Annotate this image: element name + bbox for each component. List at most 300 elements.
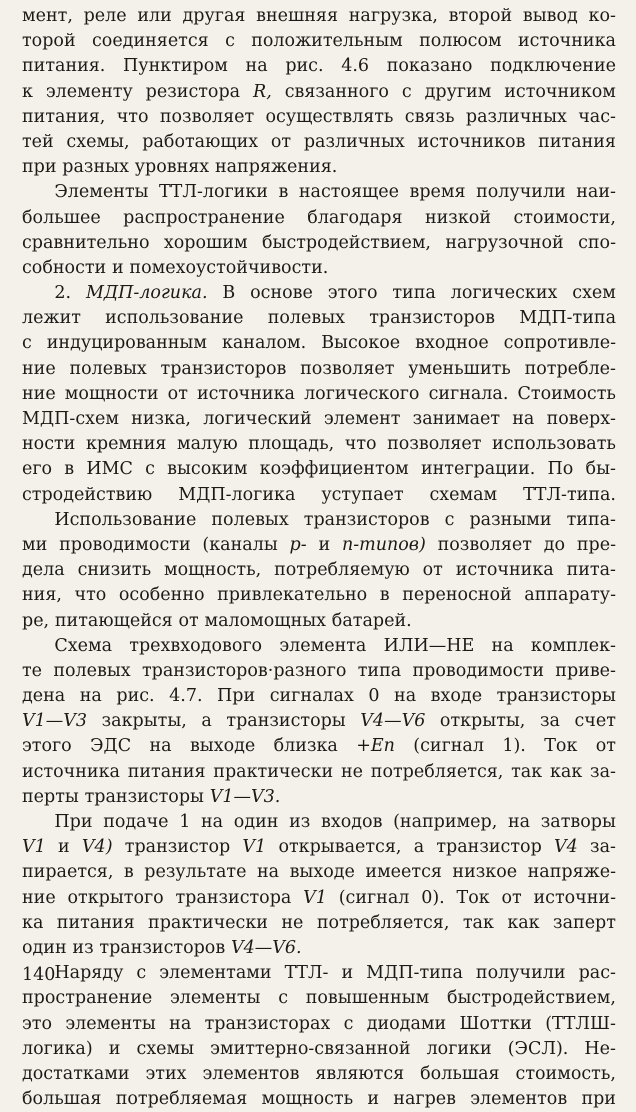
- word: Ток: [456, 887, 490, 908]
- word: ИМС: [86, 459, 133, 480]
- text-line: [22, 1037, 616, 1062]
- word: связь: [404, 106, 455, 127]
- word: с: [278, 988, 289, 1009]
- word: нагрев: [393, 1089, 456, 1110]
- word: источников: [417, 131, 526, 152]
- text-line: [22, 634, 616, 659]
- word: При: [217, 686, 256, 707]
- word: низкое: [452, 862, 518, 883]
- word: источни-: [533, 887, 616, 908]
- text-line: [22, 54, 616, 79]
- word: в: [278, 182, 289, 203]
- text-line: [22, 155, 616, 180]
- word: наи-: [576, 182, 616, 203]
- word: Ток: [544, 736, 578, 757]
- word: на: [507, 812, 531, 832]
- word: позволяет: [159, 106, 255, 127]
- text-line: [22, 483, 616, 508]
- word: входов: [321, 812, 383, 832]
- text-line: [22, 231, 616, 256]
- word: логики: [426, 1038, 492, 1059]
- word: хорошим: [163, 232, 248, 253]
- word: за-: [590, 837, 616, 858]
- text-line: [22, 407, 616, 432]
- word: (сигнал: [338, 887, 410, 908]
- word: p-: [289, 534, 307, 555]
- word: реле: [83, 6, 127, 26]
- word: с: [145, 459, 155, 480]
- book-page: [22, 4, 616, 1112]
- text-line: [22, 785, 616, 810]
- word: площадь,: [248, 434, 335, 455]
- word: По: [547, 459, 574, 480]
- text-line: [22, 357, 616, 382]
- word: что: [116, 106, 149, 127]
- word: в: [64, 459, 75, 480]
- word: типа: [357, 660, 402, 681]
- word: заперт: [553, 912, 616, 933]
- word: и: [318, 534, 331, 555]
- word: приве-: [555, 660, 616, 681]
- word: результате: [144, 862, 247, 883]
- word: разными: [469, 509, 552, 530]
- word: в: [123, 862, 134, 883]
- word: (ЭСЛ).: [507, 1038, 569, 1059]
- word: с: [22, 333, 32, 354]
- word: быстродействием,: [261, 232, 431, 253]
- word: как: [549, 761, 583, 782]
- word: большее: [22, 207, 101, 228]
- word: от: [422, 560, 443, 581]
- word: на: [149, 736, 172, 757]
- word: ре,: [22, 610, 50, 631]
- text-line: [22, 936, 616, 961]
- word: подаче: [103, 812, 169, 832]
- word: что: [344, 434, 377, 455]
- word: помехоустойчивости.: [129, 257, 329, 278]
- word: дела: [22, 560, 65, 581]
- word: 2.: [54, 283, 72, 304]
- word: ние: [22, 383, 56, 404]
- word: открыты,: [439, 711, 526, 732]
- word: малую: [177, 434, 238, 455]
- word: большая: [22, 1089, 102, 1110]
- word: При: [54, 812, 93, 832]
- word: комплек-: [530, 635, 616, 656]
- word: как: [507, 912, 540, 933]
- word: рис.: [285, 56, 324, 77]
- word: сигнала.: [428, 383, 509, 404]
- word: питания,: [22, 106, 106, 127]
- word: получили: [476, 182, 566, 203]
- word: позволяет: [437, 534, 532, 555]
- text-line: [22, 709, 616, 734]
- word: выходе: [189, 736, 256, 757]
- word: закрыты,: [101, 711, 187, 732]
- word: при: [22, 157, 57, 178]
- word: бы-: [585, 459, 616, 480]
- word: 1).: [502, 736, 526, 757]
- word: полевых: [69, 358, 147, 379]
- word: от: [270, 131, 292, 152]
- word: проводимости: [59, 534, 191, 555]
- word: транзистора: [175, 887, 292, 908]
- word: V4): [81, 837, 113, 858]
- word: элементы: [65, 1013, 156, 1034]
- word: от: [501, 887, 522, 908]
- word: Высокое: [321, 333, 401, 354]
- word: позволяет: [387, 434, 482, 455]
- text-line: [22, 281, 616, 306]
- word: и: [367, 1089, 380, 1110]
- word: основе: [250, 283, 313, 304]
- word: логического: [304, 383, 420, 404]
- word: уменьшить: [408, 358, 511, 379]
- word: ЭДС: [90, 736, 132, 757]
- text-line: [22, 180, 616, 205]
- word: потребле-: [524, 358, 616, 379]
- word: использовать: [492, 434, 616, 455]
- word: к: [22, 81, 33, 102]
- word: рас-: [578, 963, 616, 984]
- word: потребляется,: [316, 912, 450, 933]
- text-line: [22, 130, 616, 155]
- word: время: [409, 182, 466, 203]
- word: элементу: [45, 81, 133, 102]
- word: на: [394, 686, 417, 707]
- word: схемы: [136, 1038, 195, 1059]
- word: дена: [22, 686, 66, 707]
- word: поверх-: [546, 409, 616, 429]
- word: из: [289, 812, 311, 832]
- word: В: [222, 283, 236, 304]
- word: и: [111, 257, 124, 278]
- word: повышенным: [305, 988, 430, 1009]
- word: (каналы: [202, 534, 278, 555]
- word: достатками: [22, 1063, 130, 1084]
- word: сопротивле-: [503, 333, 616, 354]
- word: ности: [22, 434, 76, 455]
- word: элементами: [159, 963, 272, 984]
- word: 0: [368, 686, 380, 707]
- word: стоимости,: [513, 207, 616, 228]
- word: МДП-логика.: [85, 283, 208, 304]
- word: положительным: [251, 31, 403, 52]
- word: +Eп: [356, 736, 395, 757]
- word: каналом.: [221, 333, 307, 354]
- word: схем: [572, 283, 616, 304]
- word: транзистор: [436, 837, 542, 858]
- word: транзисторы: [496, 686, 616, 707]
- text-line: [22, 80, 616, 105]
- word: и: [341, 963, 354, 984]
- word: потребляемая: [115, 1089, 248, 1110]
- word: диодами: [366, 1013, 447, 1034]
- word: что: [74, 585, 107, 606]
- text-line: [22, 1087, 616, 1112]
- word: переносной: [402, 585, 512, 606]
- word: выходе: [289, 862, 355, 883]
- word: транзисторы: [226, 711, 346, 732]
- word: ми: [22, 534, 48, 555]
- word: маломощных: [204, 610, 327, 631]
- word: так: [462, 912, 494, 933]
- word: схемам: [429, 484, 498, 505]
- word: стродействию: [22, 484, 153, 505]
- word: за-: [590, 761, 616, 782]
- page-number: 140: [22, 965, 56, 985]
- word: (сигнал: [413, 736, 484, 757]
- word: его: [22, 459, 53, 480]
- word: эмиттерно-связанной: [210, 1038, 411, 1059]
- word: другая: [182, 6, 246, 26]
- word: а: [413, 837, 425, 858]
- word: ка: [22, 912, 44, 933]
- word: счет: [574, 711, 616, 732]
- word: индуцированным: [46, 333, 207, 354]
- word: получили: [475, 963, 566, 984]
- text-line: [22, 4, 616, 29]
- word: ния,: [22, 585, 62, 606]
- word: большая: [420, 1063, 500, 1084]
- word: на: [201, 812, 224, 832]
- word: (например,: [393, 812, 498, 832]
- word: V1—V3.: [209, 786, 281, 807]
- word: аппарату-: [524, 585, 616, 606]
- word: транзисторов: [160, 358, 287, 379]
- text-line: [22, 457, 616, 482]
- word: различных: [465, 106, 567, 127]
- word: потребляемую: [274, 560, 410, 581]
- word: от: [167, 383, 188, 404]
- word: этого: [22, 736, 72, 757]
- word: распространение: [123, 207, 285, 228]
- word: собности: [22, 257, 107, 278]
- word: это: [22, 1013, 53, 1034]
- word: особенно: [118, 585, 205, 606]
- text-line: [22, 382, 616, 407]
- word: разных: [62, 157, 129, 178]
- word: низкой: [424, 207, 491, 228]
- word: напряже-: [527, 862, 616, 883]
- word: транзисторы: [84, 786, 204, 807]
- text-line: [22, 105, 616, 130]
- word: V1—V3: [22, 711, 88, 732]
- text-line: [22, 1062, 616, 1087]
- word: час-: [578, 106, 616, 127]
- word: МДП-логика: [178, 484, 296, 505]
- word: ИЛИ—НЕ: [383, 635, 475, 656]
- word: до: [543, 534, 566, 555]
- word: полевых: [267, 308, 346, 329]
- word: уступает: [321, 484, 404, 505]
- word: транзисторах: [204, 1013, 331, 1034]
- word: из: [72, 937, 94, 958]
- word: МДП-схем: [22, 409, 119, 429]
- word: использование: [105, 308, 244, 329]
- word: источником: [504, 81, 616, 102]
- word: пирается,: [22, 862, 114, 883]
- text-line: [22, 835, 616, 860]
- word: на: [169, 1013, 192, 1034]
- word: торой: [22, 31, 76, 52]
- word: сравнительно: [22, 232, 150, 253]
- word: 4.6: [341, 56, 370, 77]
- word: МДП-типа: [366, 963, 463, 984]
- word: типа: [392, 283, 436, 304]
- word: мент,: [22, 6, 73, 26]
- word: один: [233, 812, 279, 832]
- word: типа-: [566, 509, 616, 530]
- word: потребляется,: [370, 761, 504, 782]
- text-line: [22, 734, 616, 759]
- text-line: [22, 609, 616, 634]
- word: 0).: [421, 887, 445, 908]
- word: 4.7.: [169, 686, 203, 707]
- word: логический: [203, 409, 312, 429]
- word: R,: [253, 81, 272, 102]
- text-line: [22, 508, 616, 533]
- word: являются: [315, 1063, 405, 1084]
- word: и: [58, 837, 70, 858]
- word: один: [22, 937, 67, 958]
- word: пре-: [576, 534, 616, 555]
- word: Пунктиром: [123, 56, 228, 77]
- word: второй: [448, 6, 513, 26]
- word: показано: [386, 56, 473, 77]
- word: батарей.: [331, 610, 412, 631]
- word: Использование: [54, 509, 197, 530]
- word: МДП-типа: [519, 308, 616, 329]
- word: нагрузка,: [348, 6, 438, 26]
- word: элементы: [169, 988, 261, 1009]
- word: питания: [56, 912, 135, 933]
- word: и: [108, 1038, 121, 1059]
- text-line: [22, 432, 616, 457]
- word: различных: [303, 131, 405, 152]
- word: пространение: [22, 988, 153, 1009]
- text-line: [22, 684, 616, 709]
- word: этих: [145, 1063, 187, 1084]
- word: с: [444, 509, 455, 530]
- word: близка: [273, 736, 338, 757]
- word: V4: [554, 837, 578, 858]
- word: перты: [22, 786, 79, 807]
- text-line: [22, 886, 616, 911]
- word: практически: [148, 912, 268, 933]
- word: 1: [179, 812, 191, 832]
- word: быстродействием,: [446, 988, 616, 1009]
- word: при: [581, 1089, 616, 1110]
- word: на: [79, 686, 102, 707]
- word: связанного: [284, 81, 389, 102]
- word: в: [379, 585, 390, 606]
- word: Схема: [54, 635, 113, 656]
- word: мощности: [64, 383, 159, 404]
- word: элемент: [323, 409, 401, 429]
- word: питания: [127, 761, 206, 782]
- word: с: [136, 963, 147, 984]
- text-line: [22, 860, 616, 885]
- word: V1: [303, 887, 327, 908]
- word: те: [22, 660, 43, 681]
- word: V4—V6: [360, 711, 426, 732]
- word: практически: [213, 761, 334, 782]
- word: ние: [22, 358, 56, 379]
- word: V4—V6.: [230, 937, 302, 958]
- word: с: [401, 81, 412, 102]
- word: источника: [197, 383, 295, 404]
- word: высоким: [167, 459, 248, 480]
- word: уровнях: [134, 157, 210, 178]
- text-line: [22, 1012, 616, 1037]
- text-line: [22, 558, 616, 583]
- word: источника: [22, 761, 120, 782]
- word: с: [343, 1013, 354, 1034]
- word: элементов: [470, 1089, 568, 1110]
- word: подключение: [490, 56, 616, 77]
- word: транзисторов: [369, 308, 496, 329]
- word: полевых: [53, 660, 131, 681]
- word: резистора: [145, 81, 241, 102]
- word: (ТТЛШ-: [545, 1013, 616, 1034]
- word: на: [245, 56, 268, 77]
- word: мощность,: [164, 560, 262, 581]
- text-line: [22, 331, 616, 356]
- word: другим: [424, 81, 492, 102]
- word: полевых: [211, 509, 289, 530]
- word: вывод: [522, 6, 578, 26]
- word: сигналах: [269, 686, 354, 707]
- word: открытого: [67, 887, 164, 908]
- word: нагрузочной: [445, 232, 564, 253]
- word: соединяется: [91, 31, 209, 52]
- word: лежит: [22, 308, 81, 329]
- word: занимает: [412, 409, 501, 429]
- word: логика): [22, 1038, 93, 1059]
- word: мощность: [261, 1089, 354, 1110]
- word: или: [137, 6, 172, 26]
- text-line: [22, 256, 616, 281]
- word: интеграции.: [420, 459, 536, 480]
- word: элементов: [202, 1063, 300, 1084]
- word: от: [595, 736, 616, 757]
- word: коэффициентом: [259, 459, 409, 480]
- word: логических: [450, 283, 558, 304]
- word: питающейся: [54, 610, 173, 631]
- word: транзистор: [124, 837, 231, 858]
- word: от: [178, 610, 199, 631]
- text-line: [22, 810, 616, 835]
- word: Стоимость: [517, 383, 616, 404]
- text-line: [22, 29, 616, 54]
- word: Элементы: [54, 182, 149, 203]
- word: открывается,: [278, 837, 402, 858]
- word: снизить: [77, 560, 152, 581]
- word: рис.: [116, 686, 155, 707]
- word: затворы: [540, 812, 616, 832]
- word: спо-: [578, 232, 616, 253]
- word: ТТЛ-: [284, 963, 329, 984]
- text-line: [22, 583, 616, 608]
- word: питания.: [22, 56, 106, 77]
- word: проводимости: [412, 660, 544, 681]
- word: источника: [517, 31, 616, 52]
- text-line: [22, 306, 616, 331]
- word: имеется: [365, 862, 442, 883]
- word: на: [491, 635, 514, 656]
- word: с: [225, 31, 235, 52]
